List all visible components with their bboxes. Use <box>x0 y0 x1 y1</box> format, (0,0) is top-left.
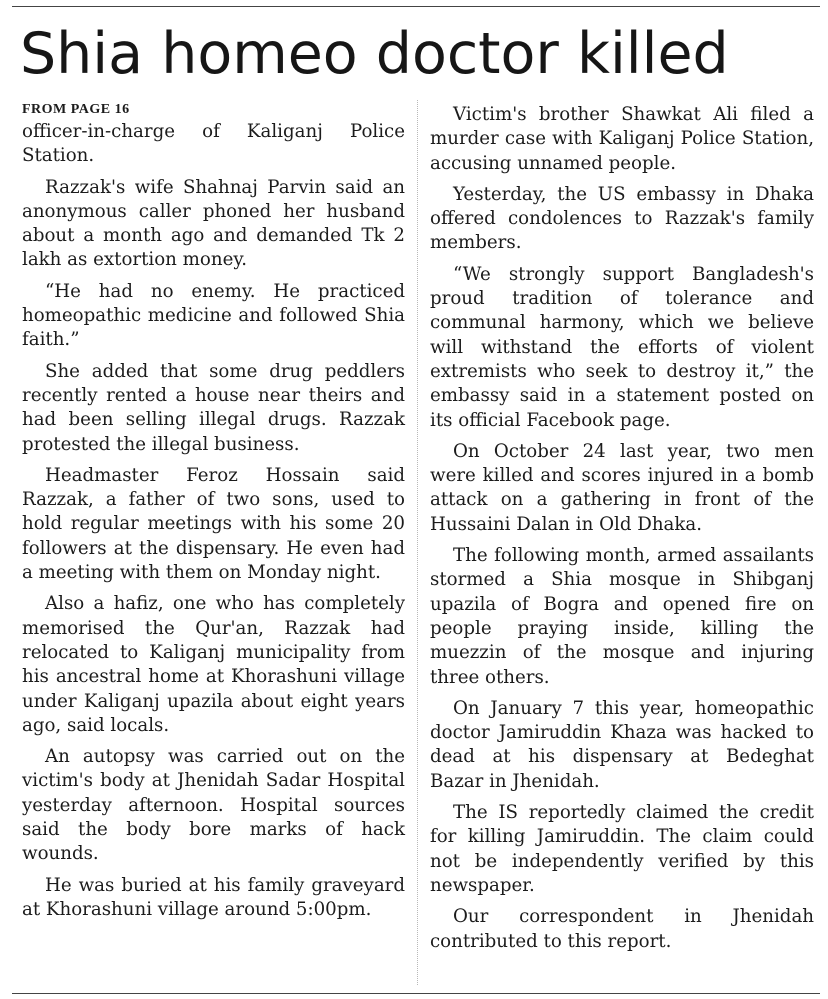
body-paragraph: On January 7 this year, homeopathic doctor Jamiruddin Khaza was hacked to dead at his dispensary at Bedeghat Bazar in Jhenidah. <box>430 697 814 792</box>
body-paragraph: On October 24 last year, two men were killed and scores injured in a bomb attack on a gathering in front of the Hussaini Dalan in Old Dhaka. <box>430 440 814 535</box>
body-paragraph: She added that some drug peddlers recently rented a house near theirs and had been selling illegal drugs. Razzak protested the illegal business. <box>22 360 405 455</box>
body-paragraph: Also a hafiz, one who has completely memorised the Qur'an, Razzak had relocated to Kaliganj municipality from his ancestral home at Khorashuni village under Kaliganj upazila about eight years ago, said locals. <box>22 593 405 736</box>
body-paragraph: An autopsy was carried out on the victim's body at Jhenidah Sadar Hospital yesterday afternoon. Hospital sources said the body bore marks of hack wounds. <box>22 746 405 865</box>
right-column <box>430 103 814 961</box>
top-rule <box>12 6 820 7</box>
left-column <box>22 100 405 929</box>
body-paragraph: The following month, armed assailants stormed a Shia mosque in Shibganj upazila of Bogra and opened fire on people praying inside, killing the muezzin of the mosque and injuring three others. <box>430 545 814 688</box>
body-paragraph: The IS reportedly claimed the credit for killing Jamiruddin. The claim could not be independently verified by this newspaper. <box>430 802 814 896</box>
body-paragraph: Our correspondent in Jhenidah contributed to this report. <box>430 906 814 952</box>
bottom-rule <box>12 993 820 994</box>
body-paragraph: Yesterday, the US embassy in Dhaka offered condolences to Razzak's family members. <box>430 183 814 254</box>
headline: Shia homeo doctor killed <box>20 21 729 87</box>
body-paragraph: Razzak's wife Shahnaj Parvin said an anonymous caller phoned her husband about a month ago and demanded Tk 2 lakh as extortion money. <box>22 176 405 271</box>
body-paragraph: “We strongly support Bangladesh's proud tradition of tolerance and communal harmony, which we believe will withstand the efforts of violent extremists who seek to destroy it,” the embassy said in a statement posted on its official Facebook page. <box>430 263 814 431</box>
body-paragraph: Headmaster Feroz Hossain said Razzak, a father of two sons, used to hold regular meetings with his some 20 followers at the dispensary. He even had a meeting with them on Monday night. <box>22 464 405 584</box>
body-paragraph: He was buried at his family graveyard at Khorashuni village around 5:00pm. <box>22 874 405 920</box>
body-paragraph: “He had no enemy. He practiced homeopathic medicine and followed Shia faith.” <box>22 280 405 351</box>
column-divider <box>417 100 418 985</box>
body-paragraph: Victim's brother Shawkat Ali filed a murder case with Kaliganj Police Station, accusing unnamed people. <box>430 104 814 174</box>
continuation-label: FROM PAGE 16 <box>22 102 130 117</box>
body-paragraph: officer-in-charge of Kaliganj Police Station. <box>22 121 405 167</box>
